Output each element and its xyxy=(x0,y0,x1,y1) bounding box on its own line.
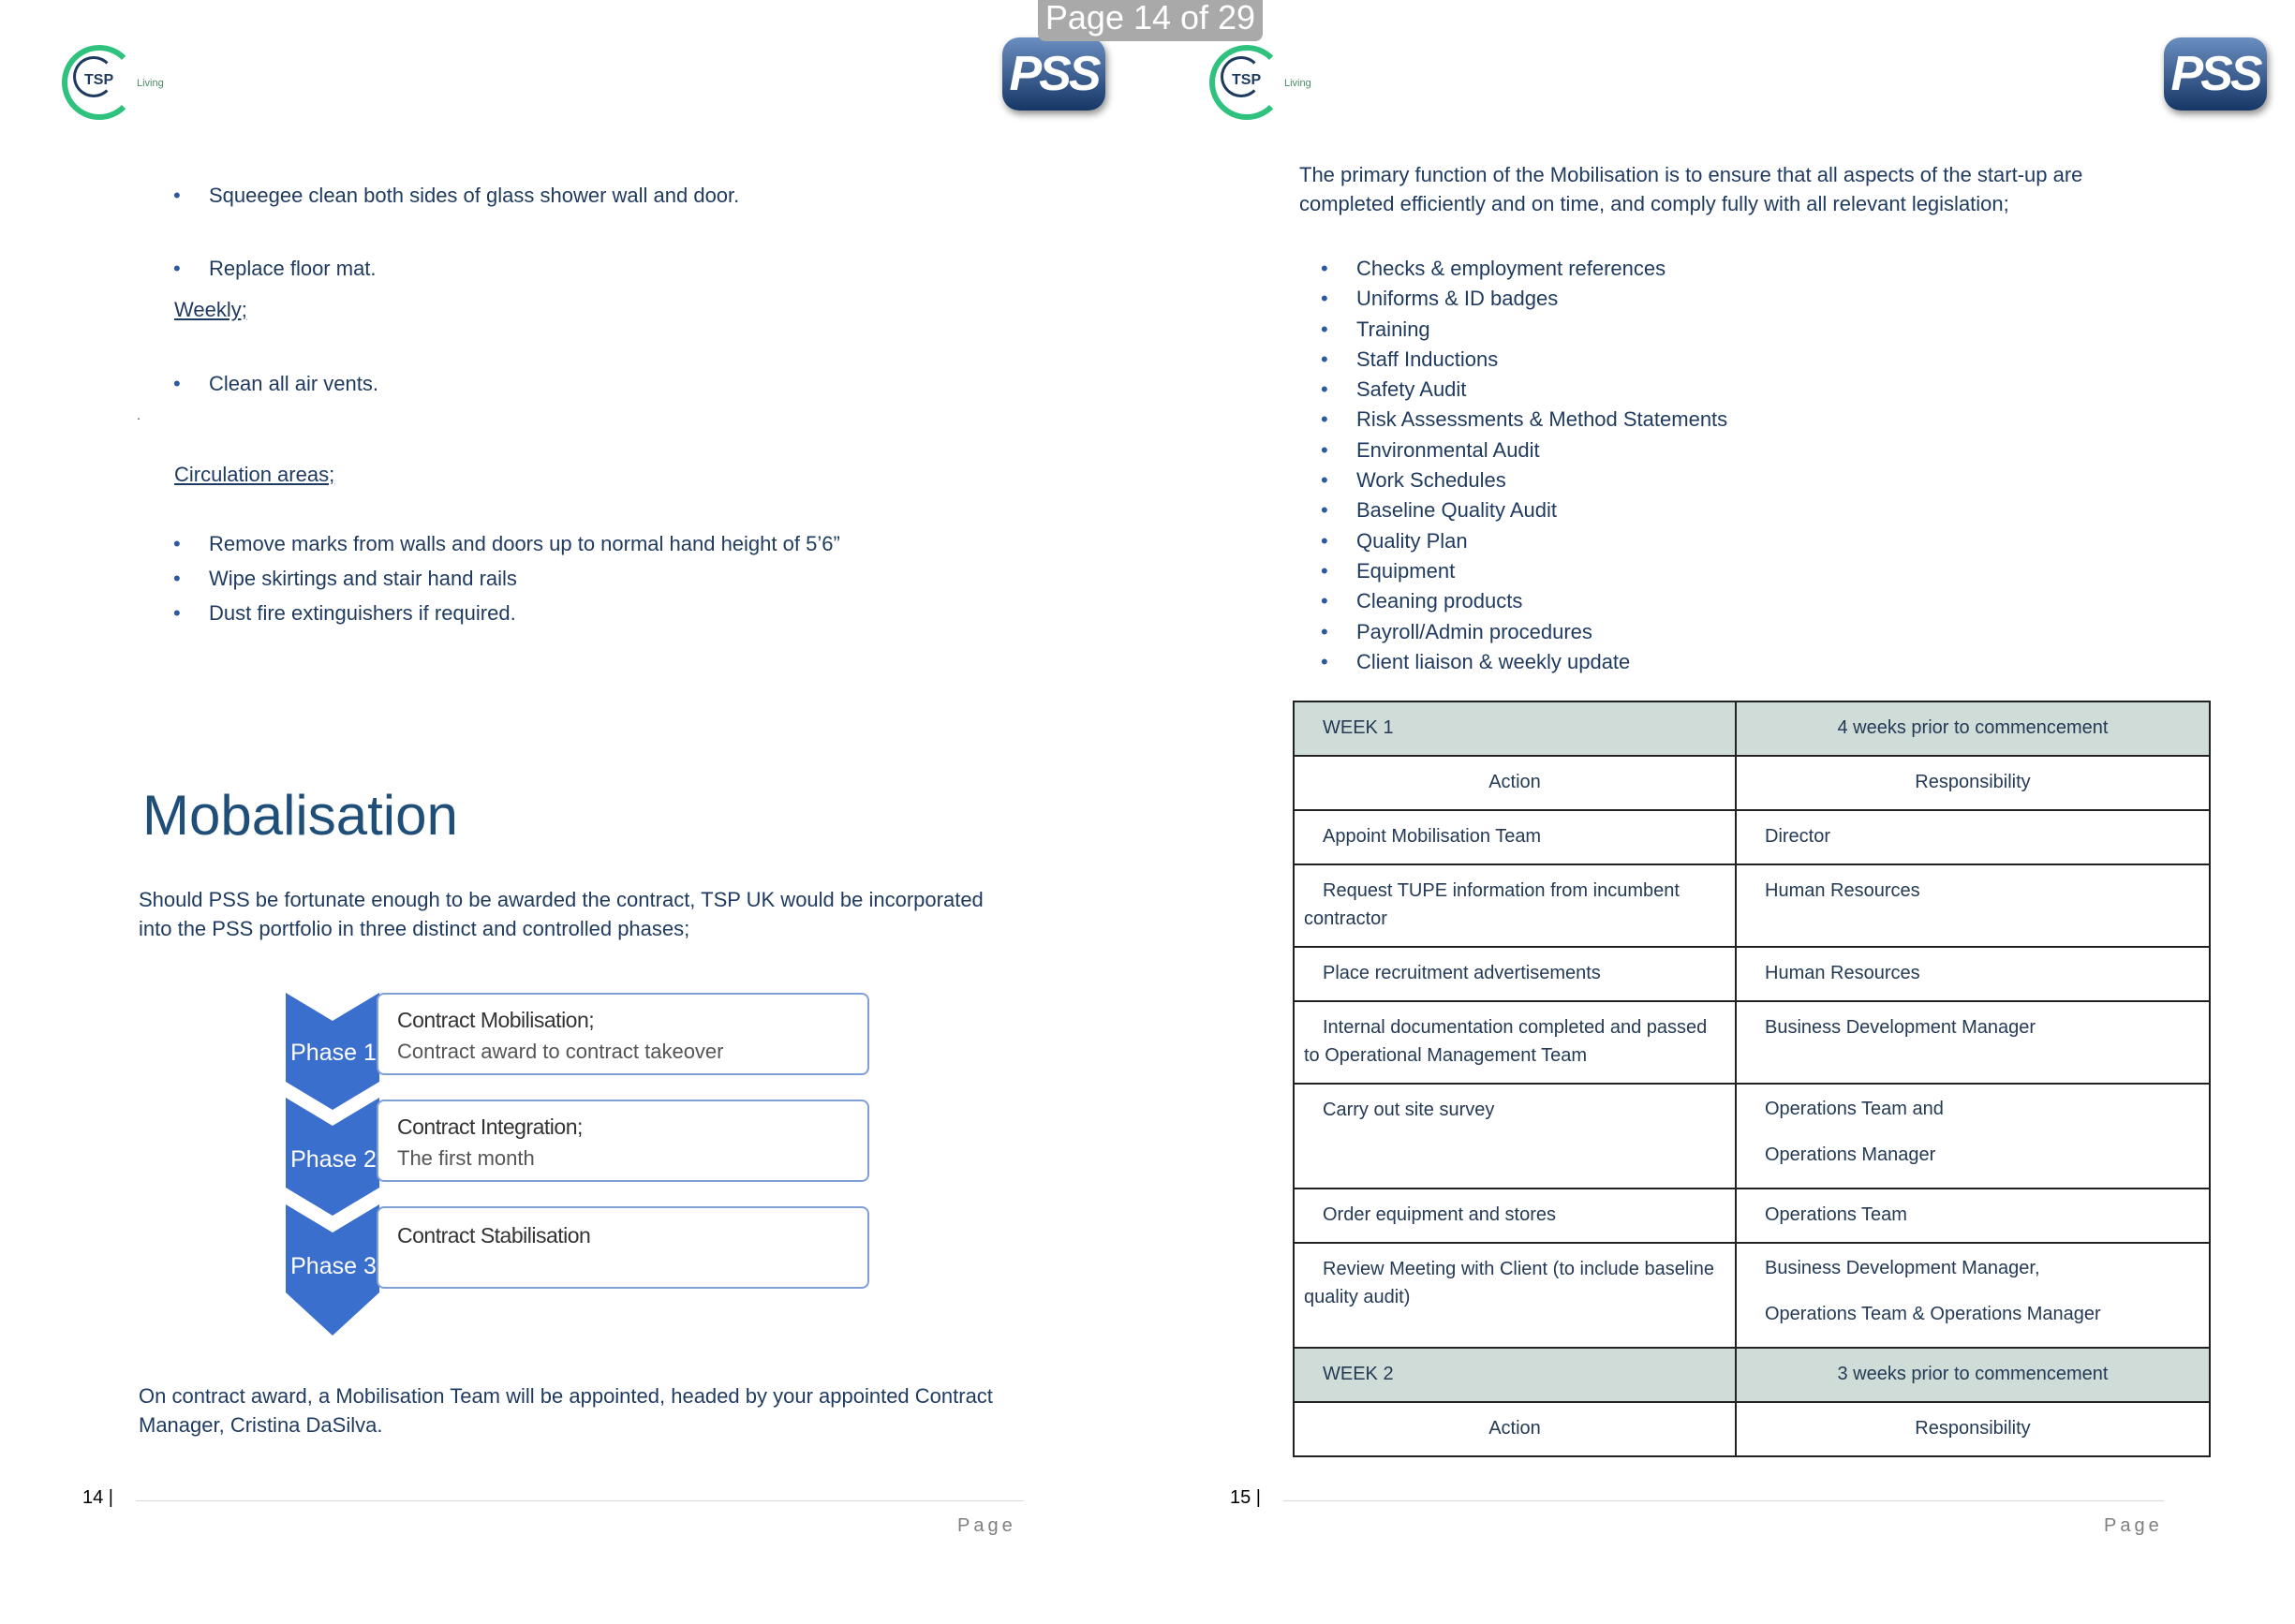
phase-1-subtitle: Contract award to contract takeover xyxy=(397,1040,724,1063)
week-2-label: WEEK 2 xyxy=(1294,1348,1736,1402)
responsibility-cell xyxy=(1736,864,2210,947)
list-item: • Safety Audit xyxy=(1321,375,1727,405)
action-cell: Appoint Mobilisation Team xyxy=(1294,810,1736,864)
weekly-bullets xyxy=(173,369,378,399)
table-row xyxy=(1294,1188,2210,1243)
mobilisation-function-intro: The primary function of the Mobilisation is to ensure that all aspects of the start-up are completed efficiently and on time, and comply fully with all relevant legislation; xyxy=(1299,163,2083,215)
mobilisation-intro: Should PSS be fortunate enough to be awarded the contract, TSP UK would be incorporated into the PSS portfolio in three distinct and controlled phases; xyxy=(139,888,984,940)
list-item: • Equipment xyxy=(1321,556,1727,586)
action-header: Action xyxy=(1294,1402,1736,1456)
responsibility-line: Operations Manager xyxy=(1765,1144,1936,1165)
table-row xyxy=(1294,810,2210,864)
list-item: • Staff Inductions xyxy=(1321,345,1727,375)
circulation-heading: Circulation areas; xyxy=(174,463,335,486)
action-cell: Carry out site survey xyxy=(1294,1084,1736,1188)
list-item: • Quality Plan xyxy=(1321,526,1727,556)
responsibility-line: Human Resources xyxy=(1765,963,1920,983)
responsibility-line: Business Development Manager xyxy=(1765,1017,2036,1038)
responsibility-cell xyxy=(1736,810,2210,864)
phase-2-label: Phase 2 xyxy=(290,1146,377,1173)
responsibility-header: Responsibility xyxy=(1736,1402,2210,1456)
action-cell: Internal documentation completed and passed to Operational Management Team xyxy=(1294,1001,1736,1084)
stray-dot: . xyxy=(137,407,141,422)
tsp-living-logo xyxy=(62,45,164,120)
list-item: • Work Schedules xyxy=(1321,465,1727,495)
list-item: • Training xyxy=(1321,315,1727,345)
responsibility-cell xyxy=(1736,1243,2210,1348)
responsibility-cell xyxy=(1736,1001,2210,1084)
tsp-logo-text: TSP xyxy=(1232,72,1262,88)
week-1-row xyxy=(1294,701,2210,756)
table-row xyxy=(1294,947,2210,1001)
responsibility-line: Operations Team xyxy=(1765,1204,1907,1225)
pss-logo: PSS xyxy=(1002,37,1105,111)
list-item: • Risk Assessments & Method Statements xyxy=(1321,405,1727,435)
responsibility-line: Operations Team & Operations Manager xyxy=(1765,1304,2101,1324)
list-item: • Wipe skirtings and stair hand rails xyxy=(173,561,840,596)
phase-3-title: Contract Stabilisation xyxy=(397,1223,591,1248)
mobilisation-checklist xyxy=(1321,254,1727,677)
circulation-bullets xyxy=(173,526,840,630)
table-header-row xyxy=(1294,1402,2210,1456)
responsibility-cell xyxy=(1736,1084,2210,1188)
responsibility-cell xyxy=(1736,1188,2210,1243)
table-header-row xyxy=(1294,756,2210,810)
table-row xyxy=(1294,1243,2210,1348)
phase-2-box xyxy=(377,1100,869,1182)
action-header: Action xyxy=(1294,756,1736,810)
pss-logo: PSS xyxy=(2164,37,2267,111)
mobilisation-schedule-table xyxy=(1293,701,2211,1457)
table-row xyxy=(1294,1001,2210,1084)
page-number: 15 | xyxy=(1230,1487,1261,1508)
list-item: • Payroll/Admin procedures xyxy=(1321,617,1727,647)
list-item: • Checks & employment references xyxy=(1321,254,1727,284)
phase-2-subtitle: The first month xyxy=(397,1146,535,1170)
section-title: Mobalisation xyxy=(142,784,458,847)
responsibility-cell xyxy=(1736,947,2210,1001)
action-cell: Order equipment and stores xyxy=(1294,1188,1736,1243)
phase-1-title: Contract Mobilisation; xyxy=(397,1008,595,1032)
responsibility-header: Responsibility xyxy=(1736,756,2210,810)
responsibility-line: Director xyxy=(1765,826,1831,847)
list-item: • Squeegee clean both sides of glass shower wall and door. xyxy=(173,159,739,232)
footer-page-label: Page xyxy=(2104,1515,2163,1536)
list-item: • Environmental Audit xyxy=(1321,436,1727,465)
footer-divider xyxy=(1283,1500,2164,1501)
week-1-label: WEEK 1 xyxy=(1294,701,1736,756)
table-row xyxy=(1294,1084,2210,1188)
phase-1-label: Phase 1 xyxy=(290,1040,377,1066)
tsp-logo-subtext: Living xyxy=(1284,78,1311,89)
responsibility-line: Human Resources xyxy=(1765,880,1920,901)
closing-paragraph: On contract award, a Mobilisation Team will be appointed, headed by your appointed Contract Manager, Cristina DaSilva. xyxy=(139,1384,993,1437)
list-item: • Remove marks from walls and doors up to normal hand height of 5’6” xyxy=(173,526,840,561)
list-item: • Clean all air vents. xyxy=(173,369,378,399)
footer-page-label: Page xyxy=(957,1515,1016,1536)
page-indicator: Page 14 of 29 xyxy=(1038,0,1263,41)
action-cell: Place recruitment advertisements xyxy=(1294,947,1736,1001)
tsp-logo-text: TSP xyxy=(84,72,114,88)
page-number: 14 | xyxy=(82,1487,113,1508)
phase-2-title: Contract Integration; xyxy=(397,1115,583,1139)
table-row xyxy=(1294,864,2210,947)
phase-3-box xyxy=(377,1206,869,1289)
footer-divider xyxy=(136,1500,1024,1501)
week-2-row xyxy=(1294,1348,2210,1402)
tsp-logo-subtext: Living xyxy=(137,78,164,89)
list-item: • Replace floor mat. xyxy=(173,232,739,305)
responsibility-line: Business Development Manager, xyxy=(1765,1258,2040,1278)
list-item: • Client liaison & weekly update xyxy=(1321,647,1727,677)
action-cell: Request TUPE information from incumbent contractor xyxy=(1294,864,1736,947)
list-item: • Cleaning products xyxy=(1321,586,1727,616)
responsibility-line: Operations Team and xyxy=(1765,1099,1944,1119)
list-item: • Baseline Quality Audit xyxy=(1321,495,1727,525)
list-item: • Uniforms & ID badges xyxy=(1321,284,1727,314)
action-cell: Review Meeting with Client (to include baseline quality audit) xyxy=(1294,1243,1736,1348)
cleaning-bullets-top xyxy=(173,159,739,305)
phase-1-box xyxy=(377,993,869,1075)
list-item: • Dust fire extinguishers if required. xyxy=(173,596,840,630)
tsp-living-logo xyxy=(1209,45,1311,120)
weekly-heading: Weekly; xyxy=(174,298,247,321)
week-1-timing: 4 weeks prior to commencement xyxy=(1736,701,2210,756)
phase-3-label: Phase 3 xyxy=(290,1253,377,1279)
week-2-timing: 3 weeks prior to commencement xyxy=(1736,1348,2210,1402)
